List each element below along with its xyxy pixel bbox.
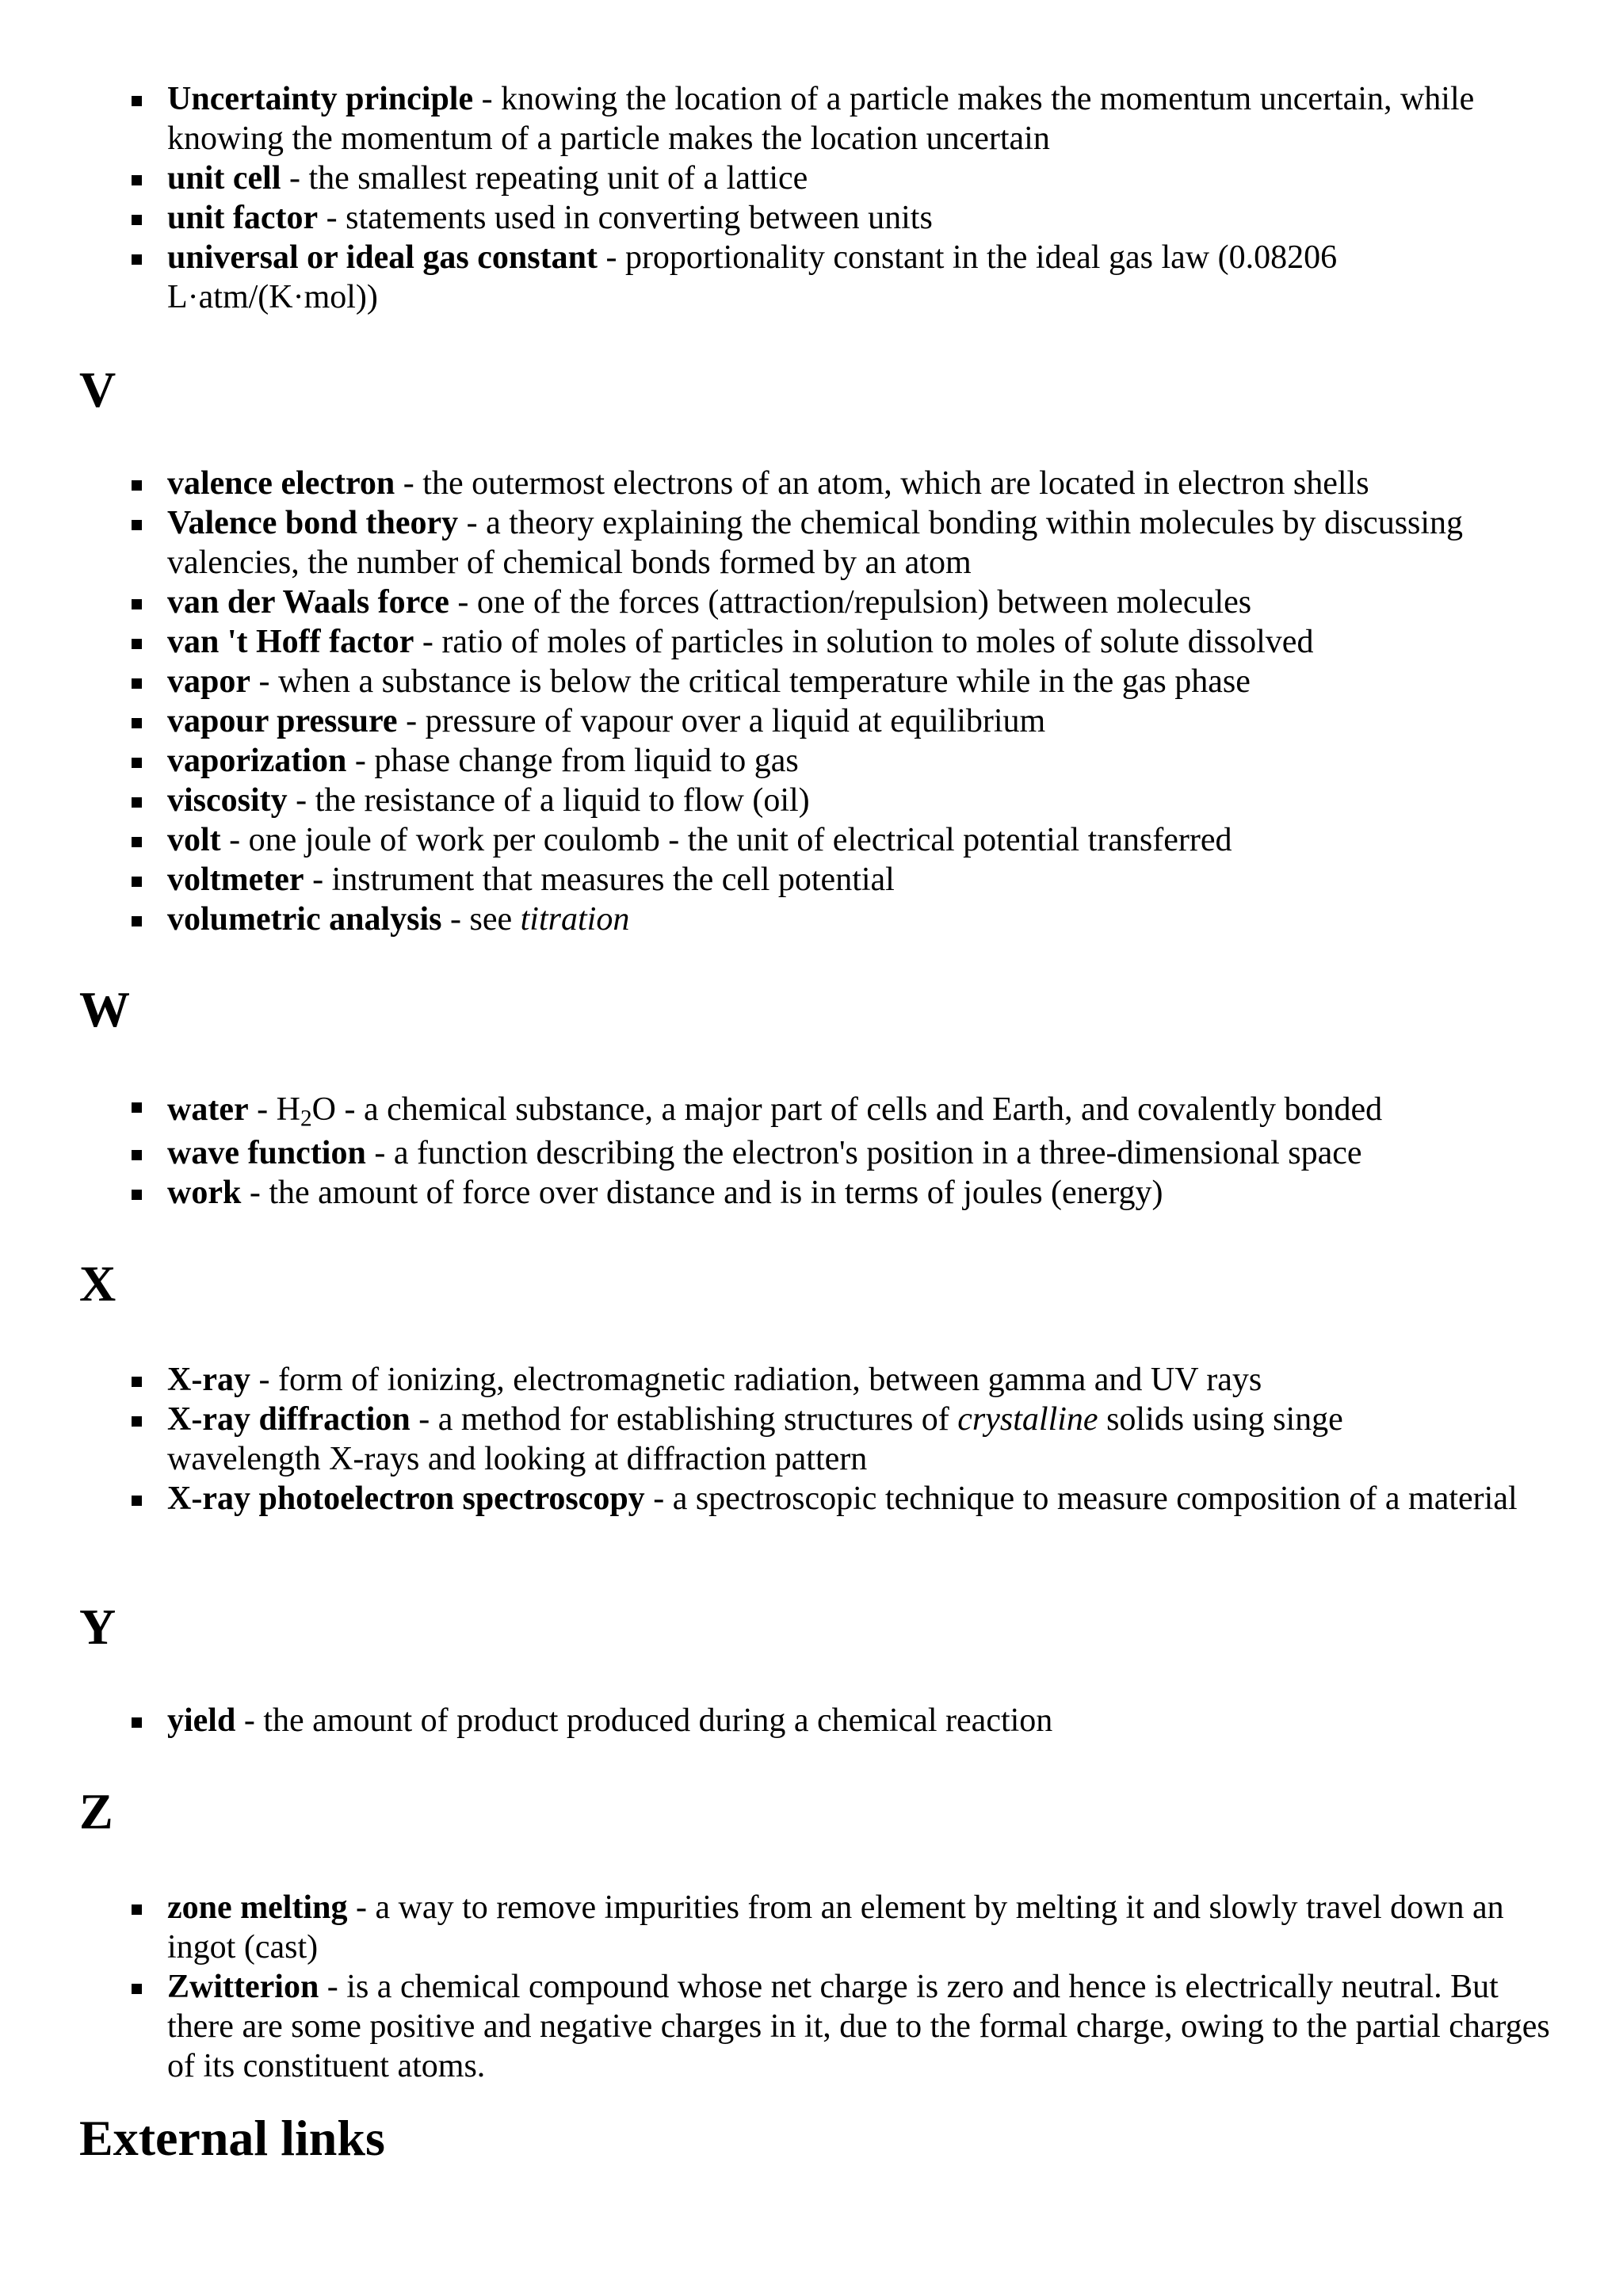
glossary-term: van 't Hoff factor [167, 624, 414, 660]
list-item: vapor - when a substance is below the critical temperature while in the gas phase [0, 662, 1623, 701]
section-heading-z: Z [79, 1783, 113, 1839]
glossary-definition: a spectroscopic technique to measure composition of a material [672, 1480, 1518, 1517]
glossary-term: work [167, 1175, 242, 1211]
external-links-heading: External links [79, 2110, 385, 2166]
list-item: wave function - a function describing the electron's position in a three-dimensional space [0, 1133, 1623, 1173]
glossary-term: Uncertainty principle [167, 81, 474, 117]
list-item: X-ray - form of ionizing, electromagnetic radiation, between gamma and UV rays [0, 1360, 1623, 1400]
glossary-term: vapour pressure [167, 703, 398, 739]
list-item: vapour pressure - pressure of vapour over a liquid at equilibrium [0, 701, 1623, 741]
glossary-definition: one of the forces (attraction/repulsion) between molecules [476, 584, 1252, 621]
section-heading-w: W [79, 981, 130, 1037]
glossary-definition: phase change from liquid to gas [374, 743, 799, 779]
glossary-definition: the amount of force over distance and is in terms of joules (energy) [269, 1175, 1163, 1211]
glossary-definition: a way to remove impurities from an element by melting it and slowly travel down an ingot (cast) [167, 1889, 1504, 1966]
list-item: X-ray photoelectron spectroscopy - a spectroscopic technique to measure composition of a material [0, 1479, 1623, 1519]
glossary-term: X-ray photoelectron spectroscopy [167, 1480, 645, 1517]
glossary-definition: proportionality constant in the ideal gas law (0.08206 L·atm/(K·mol)) [167, 239, 1338, 315]
glossary-definition: a theory explaining the chemical bonding within molecules by discussing valencies, the number of chemical bonds formed by an atom [167, 505, 1464, 581]
list-item: vaporization - phase change from liquid to gas [0, 741, 1623, 781]
glossary-definition: pressure of vapour over a liquid at equilibrium [425, 703, 1046, 739]
list-item: valence electron - the outermost electrons of an atom, which are located in electron shells [0, 464, 1623, 503]
glossary-term: X-ray diffraction [167, 1401, 411, 1438]
glossary-term: X-ray [167, 1362, 250, 1398]
glossary-term: volumetric analysis [167, 901, 442, 938]
section-heading-x: X [79, 1255, 116, 1312]
list-item: van 't Hoff factor - ratio of moles of particles in solution to moles of solute dissolved [0, 622, 1623, 662]
glossary-term: wave function [167, 1135, 366, 1171]
glossary-definition: is a chemical compound whose net charge is zero and hence is electrically neutral. But there are some positive and negative charges in it, due to the formal charge, owing to the partial charges of its constituent atoms. [167, 1969, 1550, 2084]
glossary-term: vaporization [167, 743, 347, 779]
glossary-term: universal or ideal gas constant [167, 239, 598, 276]
list-item: van der Waals force - one of the forces (attraction/repulsion) between molecules [0, 583, 1623, 622]
section-heading-y: Y [79, 1599, 116, 1655]
glossary-list-y [0, 1701, 1623, 1740]
list-item: Valence bond theory - a theory explaining the chemical bonding within molecules by discussing valencies, the number of chemical bonds formed by an atom [0, 503, 1623, 583]
glossary-definition-b: solids using singe wavelength X-rays and looking at diffraction pattern [167, 1401, 1343, 1477]
glossary-definition: a chemical substance, a major part of cells and Earth, and covalently bonded [364, 1091, 1383, 1128]
glossary-term: yield [167, 1702, 236, 1739]
list-item: zone melting - a way to remove impurities from an element by melting it and slowly travel down an ingot (cast) [0, 1888, 1623, 1967]
glossary-term: van der Waals force [167, 584, 449, 621]
list-item: Zwitterion - is a chemical compound whose net charge is zero and hence is electrically neutral. But there are some positive and negative charges in it, due to the formal charge, owing to the partial charges of its constituent atoms. [0, 1967, 1623, 2086]
glossary-definition: knowing the location of a particle makes the momentum uncertain, while knowing the momentum of a particle makes the location uncertain [167, 81, 1475, 157]
chemical-formula: $H_2O$ [276, 1091, 336, 1132]
glossary-definition: statements used in converting between units [346, 200, 933, 236]
glossary-term: Valence bond theory [167, 505, 459, 541]
glossary-list-v [0, 464, 1623, 939]
glossary-definition: the outermost electrons of an atom, which are located in electron shells [422, 465, 1369, 502]
list-item: Uncertainty principle - knowing the location of a particle makes the momentum uncertain, while knowing the momentum of a particle makes the location uncertain [0, 79, 1623, 159]
glossary-definition: one joule of work per coulomb - the unit of electrical potential transferred [248, 822, 1232, 858]
list-item: X-ray diffraction - a method for establishing structures of crystalline solids using singe wavelength X-rays and looking at diffraction pattern [0, 1400, 1623, 1479]
glossary-term: volt [167, 822, 221, 858]
glossary-term: Zwitterion [167, 1969, 319, 2005]
list-item: volumetric analysis - see titration [0, 900, 1623, 939]
glossary-term: vapor [167, 663, 250, 700]
glossary-term: water [167, 1091, 249, 1128]
glossary-definition: the amount of product produced during a chemical reaction [263, 1702, 1053, 1739]
glossary-list-x [0, 1360, 1623, 1519]
list-item: water - $H_2O$ - a chemical substance, a major part of cells and Earth, and covalently bonded [0, 1086, 1623, 1133]
glossary-definition: ratio of moles of particles in solution to moles of solute dissolved [441, 624, 1314, 660]
glossary-list-w [0, 1086, 1623, 1213]
glossary-term: unit cell [167, 160, 281, 197]
list-item: voltmeter - instrument that measures the cell potential [0, 860, 1623, 900]
glossary-definition-a: a method for establishing structures of [437, 1401, 958, 1438]
glossary-definition: when a substance is below the critical temperature while in the gas phase [278, 663, 1251, 700]
glossary-term: zone melting [167, 1889, 348, 1926]
list-item: universal or ideal gas constant - proportionality constant in the ideal gas law (0.08206 L·atm/(K·mol)) [0, 238, 1623, 317]
glossary-term: voltmeter [167, 861, 304, 898]
glossary-term: valence electron [167, 465, 395, 502]
glossary-definition-prefix: see [469, 901, 521, 938]
glossary-list-z [0, 1888, 1623, 2086]
list-item: volt - one joule of work per coulomb - the unit of electrical potential transferred [0, 820, 1623, 860]
glossary-definition: instrument that measures the cell potential [331, 861, 895, 898]
list-item: viscosity - the resistance of a liquid to flow (oil) [0, 781, 1623, 820]
glossary-definition: the resistance of a liquid to flow (oil) [315, 782, 810, 819]
section-heading-v: V [79, 361, 116, 418]
list-item: work - the amount of force over distance and is in terms of joules (energy) [0, 1173, 1623, 1213]
glossary-definition: the smallest repeating unit of a lattice [308, 160, 808, 197]
glossary-definition-italic: titration [520, 901, 630, 938]
list-item: unit factor - statements used in converting between units [0, 198, 1623, 238]
glossary-definition-italic: crystalline [957, 1401, 1098, 1438]
glossary-definition: form of ionizing, electromagnetic radiation, between gamma and UV rays [277, 1362, 1262, 1398]
list-item: unit cell - the smallest repeating unit of a lattice [0, 159, 1623, 198]
glossary-term: viscosity [167, 782, 288, 819]
list-item: yield - the amount of product produced during a chemical reaction [0, 1701, 1623, 1740]
glossary-definition: a function describing the electron's position in a three-dimensional space [393, 1135, 1362, 1171]
glossary-term: unit factor [167, 200, 319, 236]
glossary-list-u [0, 79, 1623, 317]
